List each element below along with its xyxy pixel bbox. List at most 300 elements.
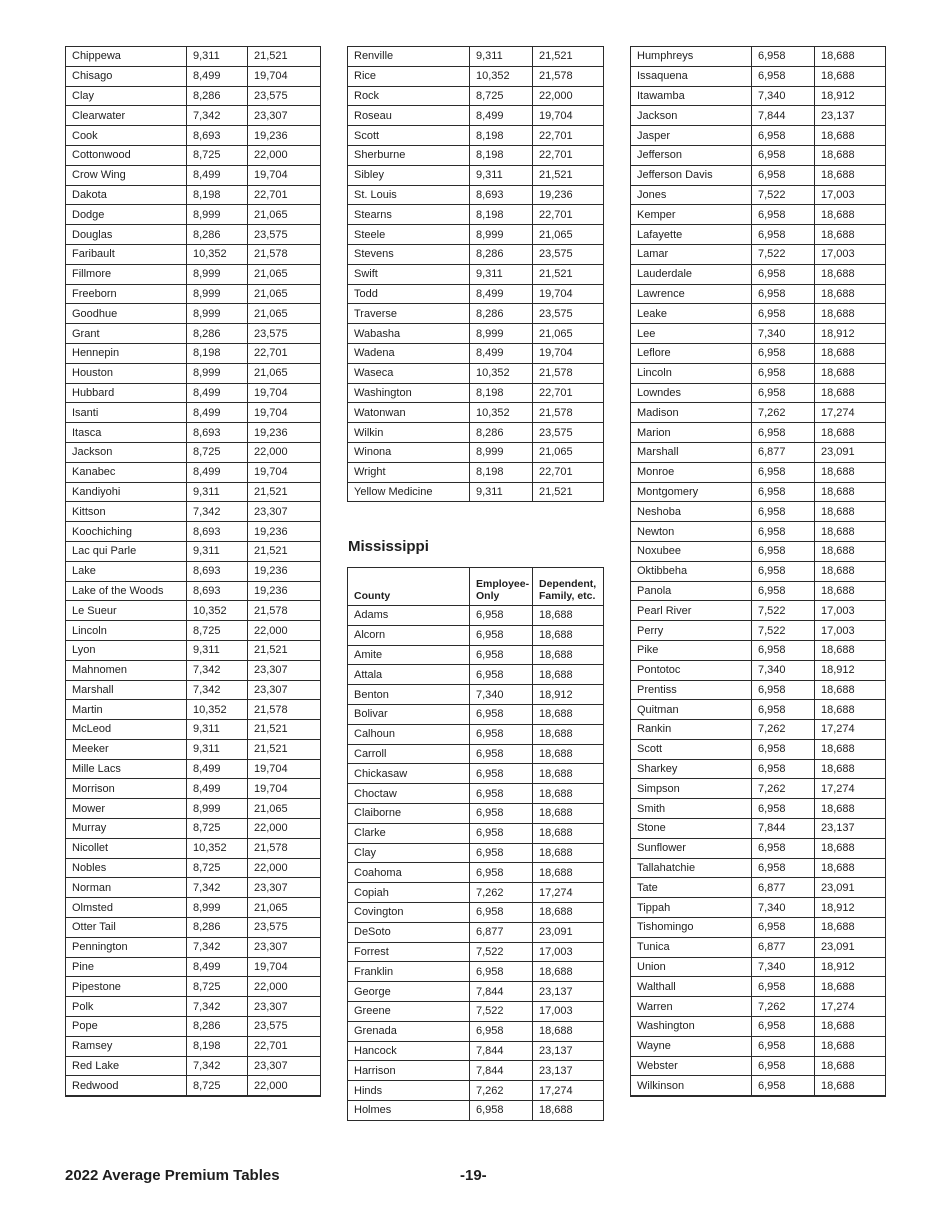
employee-only-cell: 6,958 — [752, 383, 815, 403]
employee-only-cell: 7,262 — [752, 997, 815, 1017]
employee-only-cell: 7,844 — [470, 1041, 533, 1061]
dependent-family-cell: 22,701 — [533, 126, 604, 146]
county-name-cell: Adams — [348, 606, 470, 626]
table-row — [348, 764, 604, 784]
employee-only-cell: 6,958 — [470, 803, 533, 823]
table-row — [66, 957, 321, 977]
column-header-dependent-family: Dependent, Family, etc. — [533, 568, 604, 606]
dependent-family-cell: 18,688 — [815, 700, 886, 720]
employee-only-cell: 8,725 — [187, 819, 248, 839]
dependent-family-cell: 21,521 — [248, 482, 321, 502]
dependent-family-cell: 19,704 — [248, 779, 321, 799]
table-row — [631, 225, 886, 245]
county-name-cell: Marion — [631, 423, 752, 443]
table-row — [348, 922, 604, 942]
employee-only-cell: 8,999 — [187, 363, 248, 383]
employee-only-cell: 8,693 — [470, 185, 533, 205]
dependent-family-cell: 19,704 — [248, 759, 321, 779]
table-row — [66, 858, 321, 878]
employee-only-cell: 6,958 — [470, 764, 533, 784]
employee-only-cell: 7,340 — [752, 324, 815, 344]
dependent-family-cell: 18,688 — [533, 803, 604, 823]
county-name-cell: Kanabec — [66, 462, 187, 482]
county-name-cell: Alcorn — [348, 625, 470, 645]
employee-only-cell: 7,262 — [470, 883, 533, 903]
employee-only-cell: 8,693 — [187, 423, 248, 443]
table-row — [66, 918, 321, 938]
dependent-family-cell: 21,521 — [248, 47, 321, 67]
table-row — [66, 878, 321, 898]
employee-only-cell: 6,958 — [752, 759, 815, 779]
county-name-cell: Mahnomen — [66, 660, 187, 680]
table-row — [348, 883, 604, 903]
dependent-family-cell: 18,688 — [815, 66, 886, 86]
employee-only-cell: 6,958 — [752, 799, 815, 819]
county-table-right — [630, 46, 886, 1097]
dependent-family-cell: 18,688 — [815, 522, 886, 542]
table-row — [631, 502, 886, 522]
employee-only-cell: 8,499 — [470, 343, 533, 363]
dependent-family-cell: 21,065 — [248, 898, 321, 918]
county-name-cell: Lake of the Woods — [66, 581, 187, 601]
dependent-family-cell: 18,688 — [815, 284, 886, 304]
county-name-cell: Stone — [631, 819, 752, 839]
dependent-family-cell: 23,307 — [248, 878, 321, 898]
county-name-cell: Ramsey — [66, 1036, 187, 1056]
table-row — [66, 1036, 321, 1056]
table-row — [631, 739, 886, 759]
employee-only-cell: 6,958 — [752, 977, 815, 997]
column-header-employee-only: Employee- Only — [470, 568, 533, 606]
employee-only-cell: 8,286 — [470, 423, 533, 443]
dependent-family-cell: 23,307 — [248, 106, 321, 126]
employee-only-cell: 7,844 — [470, 1061, 533, 1081]
county-name-cell: Noxubee — [631, 541, 752, 561]
employee-only-cell: 10,352 — [187, 601, 248, 621]
table-row — [348, 724, 604, 744]
table-row — [631, 838, 886, 858]
county-name-cell: DeSoto — [348, 922, 470, 942]
employee-only-cell: 10,352 — [187, 838, 248, 858]
dependent-family-cell: 22,701 — [533, 383, 604, 403]
employee-only-cell: 8,499 — [187, 957, 248, 977]
dependent-family-cell: 18,912 — [533, 685, 604, 705]
county-name-cell: Harrison — [348, 1061, 470, 1081]
county-name-cell: Itasca — [66, 423, 187, 443]
table-row — [348, 982, 604, 1002]
county-name-cell: Simpson — [631, 779, 752, 799]
table-row — [631, 423, 886, 443]
county-name-cell: Kittson — [66, 502, 187, 522]
table-row — [66, 403, 321, 423]
county-name-cell: Houston — [66, 363, 187, 383]
table-row — [348, 324, 604, 344]
county-name-cell: Amite — [348, 645, 470, 665]
employee-only-cell: 6,877 — [752, 442, 815, 462]
dependent-family-cell: 18,688 — [533, 625, 604, 645]
employee-only-cell: 10,352 — [470, 66, 533, 86]
county-name-cell: Holmes — [348, 1100, 470, 1120]
employee-only-cell: 9,311 — [187, 739, 248, 759]
dependent-family-cell: 22,000 — [533, 86, 604, 106]
employee-only-cell: 7,262 — [752, 720, 815, 740]
employee-only-cell: 8,999 — [187, 284, 248, 304]
dependent-family-cell: 23,091 — [815, 442, 886, 462]
dependent-family-cell: 23,575 — [533, 244, 604, 264]
table-row — [631, 462, 886, 482]
table-row — [348, 482, 604, 502]
employee-only-cell: 7,342 — [187, 680, 248, 700]
employee-only-cell: 6,958 — [470, 625, 533, 645]
county-name-cell: Chisago — [66, 66, 187, 86]
dependent-family-cell: 23,307 — [248, 660, 321, 680]
dependent-family-cell: 22,000 — [248, 442, 321, 462]
county-name-cell: Pike — [631, 640, 752, 660]
county-name-cell: Le Sueur — [66, 601, 187, 621]
county-name-cell: Monroe — [631, 462, 752, 482]
table-row — [631, 561, 886, 581]
county-name-cell: Tishomingo — [631, 918, 752, 938]
dependent-family-cell: 18,688 — [815, 680, 886, 700]
dependent-family-cell: 18,688 — [815, 838, 886, 858]
dependent-family-cell: 18,688 — [533, 645, 604, 665]
table-row — [66, 898, 321, 918]
county-name-cell: Panola — [631, 581, 752, 601]
dependent-family-cell: 18,688 — [815, 502, 886, 522]
table-row — [631, 343, 886, 363]
county-name-cell: Dakota — [66, 185, 187, 205]
dependent-family-cell: 21,578 — [248, 700, 321, 720]
dependent-family-cell: 23,575 — [533, 304, 604, 324]
table-row — [631, 442, 886, 462]
dependent-family-cell: 21,578 — [533, 66, 604, 86]
dependent-family-cell: 19,704 — [248, 165, 321, 185]
employee-only-cell: 7,522 — [752, 185, 815, 205]
employee-only-cell: 8,725 — [470, 86, 533, 106]
county-name-cell: Hennepin — [66, 343, 187, 363]
county-name-cell: Murray — [66, 819, 187, 839]
dependent-family-cell: 18,688 — [533, 724, 604, 744]
dependent-family-cell: 19,704 — [533, 106, 604, 126]
county-name-cell: Mower — [66, 799, 187, 819]
table-row — [348, 784, 604, 804]
dependent-family-cell: 21,065 — [248, 304, 321, 324]
table-row — [348, 205, 604, 225]
county-name-cell: Union — [631, 957, 752, 977]
dependent-family-cell: 18,688 — [533, 863, 604, 883]
employee-only-cell: 6,958 — [752, 145, 815, 165]
county-name-cell: George — [348, 982, 470, 1002]
county-name-cell: Jefferson — [631, 145, 752, 165]
dependent-family-cell: 18,688 — [533, 665, 604, 685]
county-name-cell: Franklin — [348, 962, 470, 982]
employee-only-cell: 9,311 — [187, 47, 248, 67]
employee-only-cell: 8,286 — [470, 244, 533, 264]
table-row — [631, 363, 886, 383]
employee-only-cell: 7,342 — [187, 106, 248, 126]
table-row — [348, 423, 604, 443]
county-name-cell: Polk — [66, 997, 187, 1017]
county-table-mississippi — [347, 567, 604, 1121]
county-name-cell: Pine — [66, 957, 187, 977]
county-name-cell: Lac qui Parle — [66, 541, 187, 561]
table-row — [631, 937, 886, 957]
dependent-family-cell: 18,688 — [815, 482, 886, 502]
employee-only-cell: 8,198 — [187, 185, 248, 205]
county-name-cell: Fillmore — [66, 264, 187, 284]
county-name-cell: Stevens — [348, 244, 470, 264]
dependent-family-cell: 21,578 — [248, 601, 321, 621]
county-name-cell: Clay — [66, 86, 187, 106]
employee-only-cell: 8,499 — [470, 106, 533, 126]
county-name-cell: Lamar — [631, 244, 752, 264]
dependent-family-cell: 23,575 — [533, 423, 604, 443]
table-row — [348, 1041, 604, 1061]
table-row — [631, 621, 886, 641]
dependent-family-cell: 18,688 — [815, 47, 886, 67]
employee-only-cell: 6,958 — [752, 423, 815, 443]
employee-only-cell: 8,693 — [187, 581, 248, 601]
dependent-family-cell: 19,704 — [533, 343, 604, 363]
county-name-cell: Wilkin — [348, 423, 470, 443]
county-name-cell: Sunflower — [631, 838, 752, 858]
employee-only-cell: 9,311 — [470, 482, 533, 502]
dependent-family-cell: 18,688 — [815, 145, 886, 165]
table-row — [631, 759, 886, 779]
table-row — [631, 145, 886, 165]
county-name-cell: Neshoba — [631, 502, 752, 522]
employee-only-cell: 8,286 — [187, 1017, 248, 1037]
county-name-cell: Stearns — [348, 205, 470, 225]
county-name-cell: Kandiyohi — [66, 482, 187, 502]
table-row — [66, 522, 321, 542]
employee-only-cell: 8,286 — [187, 225, 248, 245]
dependent-family-cell: 21,521 — [533, 47, 604, 67]
dependent-family-cell: 18,912 — [815, 660, 886, 680]
county-name-cell: Lowndes — [631, 383, 752, 403]
county-name-cell: Hinds — [348, 1081, 470, 1101]
employee-only-cell: 6,958 — [752, 47, 815, 67]
employee-only-cell: 6,958 — [470, 724, 533, 744]
dependent-family-cell: 18,688 — [533, 1021, 604, 1041]
employee-only-cell: 7,342 — [187, 1056, 248, 1076]
county-name-cell: Scott — [348, 126, 470, 146]
table-row — [66, 977, 321, 997]
employee-only-cell: 6,877 — [470, 922, 533, 942]
dependent-family-cell: 18,688 — [815, 264, 886, 284]
county-name-cell: Prentiss — [631, 680, 752, 700]
table-row — [348, 284, 604, 304]
table-row — [66, 66, 321, 86]
employee-only-cell: 6,958 — [470, 902, 533, 922]
employee-only-cell: 8,999 — [187, 898, 248, 918]
table-row — [631, 957, 886, 977]
county-name-cell: Attala — [348, 665, 470, 685]
table-row — [348, 1001, 604, 1021]
dependent-family-cell: 23,307 — [248, 997, 321, 1017]
table-row — [631, 660, 886, 680]
dependent-family-cell: 22,701 — [533, 145, 604, 165]
dependent-family-cell: 21,521 — [248, 720, 321, 740]
table-row — [66, 601, 321, 621]
dependent-family-cell: 21,521 — [533, 264, 604, 284]
table-row — [348, 126, 604, 146]
dependent-family-cell: 19,704 — [248, 957, 321, 977]
table-row — [348, 383, 604, 403]
dependent-family-cell: 18,688 — [815, 165, 886, 185]
table-row — [66, 700, 321, 720]
table-row — [631, 878, 886, 898]
dependent-family-cell: 23,307 — [248, 680, 321, 700]
dependent-family-cell: 23,137 — [533, 1061, 604, 1081]
county-name-cell: Faribault — [66, 244, 187, 264]
dependent-family-cell: 21,521 — [533, 165, 604, 185]
dependent-family-cell: 18,688 — [815, 541, 886, 561]
employee-only-cell: 9,311 — [470, 264, 533, 284]
employee-only-cell: 8,198 — [470, 205, 533, 225]
county-name-cell: Otter Tail — [66, 918, 187, 938]
county-name-cell: Waseca — [348, 363, 470, 383]
table-row — [348, 625, 604, 645]
dependent-family-cell: 17,274 — [815, 997, 886, 1017]
county-name-cell: Redwood — [66, 1076, 187, 1096]
table-row — [631, 47, 886, 67]
table-row — [66, 1017, 321, 1037]
table-row — [66, 185, 321, 205]
employee-only-cell: 8,725 — [187, 1076, 248, 1096]
dependent-family-cell: 18,912 — [815, 957, 886, 977]
employee-only-cell: 6,958 — [752, 343, 815, 363]
county-name-cell: Wilkinson — [631, 1076, 752, 1096]
employee-only-cell: 6,958 — [752, 304, 815, 324]
county-name-cell: Pipestone — [66, 977, 187, 997]
table-row — [631, 1076, 886, 1096]
table-row — [66, 106, 321, 126]
table-row — [631, 858, 886, 878]
dependent-family-cell: 18,912 — [815, 898, 886, 918]
employee-only-cell: 9,311 — [187, 482, 248, 502]
table-row — [66, 819, 321, 839]
dependent-family-cell: 23,091 — [815, 878, 886, 898]
county-name-cell: Nobles — [66, 858, 187, 878]
employee-only-cell: 6,958 — [752, 502, 815, 522]
dependent-family-cell: 21,521 — [248, 541, 321, 561]
county-table-left — [65, 46, 321, 1097]
dependent-family-cell: 23,307 — [248, 502, 321, 522]
table-row — [66, 145, 321, 165]
employee-only-cell: 6,958 — [470, 1021, 533, 1041]
county-name-cell: Hancock — [348, 1041, 470, 1061]
county-name-cell: Mille Lacs — [66, 759, 187, 779]
table-row — [631, 1056, 886, 1076]
table-row — [66, 739, 321, 759]
dependent-family-cell: 23,091 — [533, 922, 604, 942]
table-row — [631, 779, 886, 799]
employee-only-cell: 6,958 — [470, 645, 533, 665]
dependent-family-cell: 19,236 — [248, 581, 321, 601]
county-name-cell: Itawamba — [631, 86, 752, 106]
county-name-cell: Oktibbeha — [631, 561, 752, 581]
table-row — [348, 1021, 604, 1041]
county-name-cell: Calhoun — [348, 724, 470, 744]
county-name-cell: Coahoma — [348, 863, 470, 883]
employee-only-cell: 7,340 — [752, 86, 815, 106]
dependent-family-cell: 23,307 — [248, 937, 321, 957]
dependent-family-cell: 18,688 — [815, 759, 886, 779]
dependent-family-cell: 19,236 — [248, 522, 321, 542]
table-row — [631, 284, 886, 304]
county-name-cell: Quitman — [631, 700, 752, 720]
county-name-cell: Clay — [348, 843, 470, 863]
table-row — [348, 106, 604, 126]
table-row — [631, 700, 886, 720]
employee-only-cell: 9,311 — [470, 165, 533, 185]
dependent-family-cell: 18,688 — [815, 225, 886, 245]
county-name-cell: Yellow Medicine — [348, 482, 470, 502]
table-row — [631, 819, 886, 839]
table-row — [631, 244, 886, 264]
county-name-cell: Jackson — [631, 106, 752, 126]
county-name-cell: Greene — [348, 1001, 470, 1021]
table-row — [631, 640, 886, 660]
county-name-cell: Renville — [348, 47, 470, 67]
dependent-family-cell: 21,578 — [248, 244, 321, 264]
county-name-cell: Scott — [631, 739, 752, 759]
dependent-family-cell: 21,065 — [248, 284, 321, 304]
dependent-family-cell: 18,688 — [533, 704, 604, 724]
dependent-family-cell: 18,688 — [815, 640, 886, 660]
county-name-cell: Crow Wing — [66, 165, 187, 185]
table-row — [631, 720, 886, 740]
table-row — [348, 645, 604, 665]
county-name-cell: Norman — [66, 878, 187, 898]
county-name-cell: Swift — [348, 264, 470, 284]
employee-only-cell: 8,198 — [470, 383, 533, 403]
dependent-family-cell: 18,688 — [533, 784, 604, 804]
employee-only-cell: 10,352 — [187, 244, 248, 264]
table-row — [348, 363, 604, 383]
table-row — [631, 918, 886, 938]
dependent-family-cell: 18,688 — [815, 423, 886, 443]
dependent-family-cell: 18,688 — [815, 1036, 886, 1056]
dependent-family-cell: 21,521 — [248, 640, 321, 660]
table-row — [66, 640, 321, 660]
employee-only-cell: 10,352 — [187, 700, 248, 720]
table-row — [631, 205, 886, 225]
county-name-cell: Pennington — [66, 937, 187, 957]
county-name-cell: Chippewa — [66, 47, 187, 67]
county-name-cell: Webster — [631, 1056, 752, 1076]
table-row — [66, 720, 321, 740]
table-row — [631, 997, 886, 1017]
dependent-family-cell: 21,065 — [248, 799, 321, 819]
table-row — [66, 205, 321, 225]
employee-only-cell: 6,958 — [752, 205, 815, 225]
table-row — [66, 779, 321, 799]
employee-only-cell: 6,958 — [752, 1076, 815, 1096]
county-name-cell: Walthall — [631, 977, 752, 997]
employee-only-cell: 7,844 — [752, 819, 815, 839]
dependent-family-cell: 18,688 — [815, 799, 886, 819]
dependent-family-cell: 17,274 — [815, 720, 886, 740]
employee-only-cell: 6,958 — [752, 225, 815, 245]
table-row — [348, 704, 604, 724]
employee-only-cell: 8,286 — [470, 304, 533, 324]
table-row — [66, 482, 321, 502]
employee-only-cell: 8,999 — [470, 225, 533, 245]
county-name-cell: Perry — [631, 621, 752, 641]
dependent-family-cell: 17,003 — [815, 244, 886, 264]
